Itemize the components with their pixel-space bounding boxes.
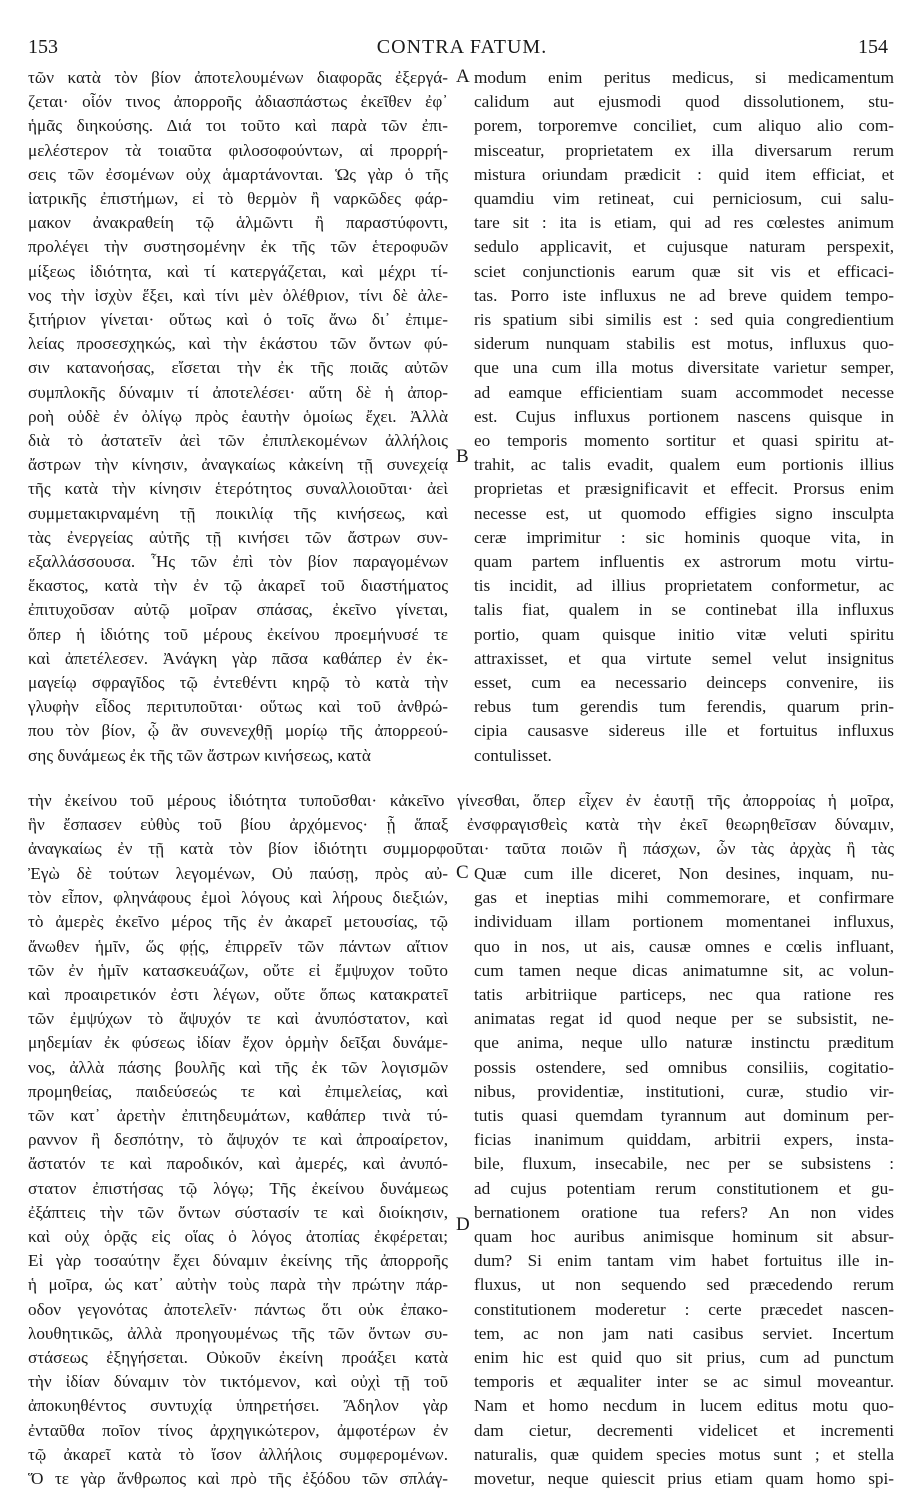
text-line: τῶν ἐμψύχων τὸ ἄψυχόν τε καὶ ἀνυπόστατον, καὶ: [28, 1009, 448, 1029]
text-line: συμπλοκῆς δύναμιν τί ἀποτελέσει· αὕτη δὲ ἡ ἀπορ-: [28, 382, 448, 402]
text-line: que una cum illa motus diversitate varietur semper,: [474, 358, 894, 378]
text-line: tutis quasi quemdam tyrannum aut dominum per-: [474, 1106, 894, 1126]
text-line: ἐνταῦθα ποῖον τίνος ἀρχηγικώτερον, ἀμφοτέρων ἐν: [28, 1420, 448, 1440]
text-line: καὶ οὐχ ὁρᾷς εἰς οἵας ὁ λόγος ἀτοπίας ἐκφέρεται;: [28, 1227, 448, 1247]
text-line: tas. Porro iste influxus ne ad breve quidem tempo-: [474, 285, 894, 305]
text-line: cum tamen neque dicas animatumne sit, ac volun-: [474, 960, 894, 980]
text-line: διὰ τὸ ἀστατεῖν ἀεὶ τῶν ἐπιπλεκομένων ἀλλήλοις: [28, 431, 448, 451]
margin-marker-d: D: [456, 1214, 470, 1235]
text-line: νος τὴν ἰσχὺν ἕξει, καὶ τίνι μὲν ὀλέθριον, τίνι δὲ ἀλε-: [28, 285, 448, 305]
text-line: προλέγει τὴν συστησομένην ἐκ τῆς τῶν ἑτεροφυῶν: [28, 237, 448, 257]
text-line: talis fiat, qualem in se continebat illa influxus: [474, 600, 894, 620]
left-page-number: 153: [28, 36, 58, 58]
text-line: ραννον ἢ δεσπότην, τὸ ἄψυχόν τε καὶ ἀπροαίρετον,: [28, 1130, 448, 1150]
text-line: Ἐγὼ δὲ τούτων λεγομένων, Οὐ παύσῃ, πρὸς αὐ-: [28, 864, 448, 883]
text-line: Ὅ τε γὰρ ἄνθρωπος καὶ πρὸ τῆς ἐξόδου τῶν σπλάγ-: [28, 1469, 448, 1489]
text-line: movetur, neque quiescit prius etiam quam homo spi-: [474, 1469, 894, 1489]
text-line: σιν κατανοήσας, εἴσεται τὴν ἐκ τῆς ποιᾶς αὐτῶν: [28, 358, 448, 378]
latin-column-top: [474, 66, 894, 786]
text-line: quamdiu vim retineat, cui perniciosum, cui salu-: [474, 189, 894, 209]
text-line: γλυφὴν εἶδος περιτυποῦται· οὕτως καὶ τοῦ ἀνθρώ-: [28, 697, 448, 717]
text-line: ἐξάπτεις τὴν τῶν ὄντων σύστασίν τε καὶ διοίκησιν,: [28, 1202, 448, 1222]
text-line: ἄστρων τὴν κίνησιν, ἀναγκαίως κἀκείνη τῇ συνεχείᾳ: [28, 455, 448, 475]
text-line: attraxisset, et qua virtute semel velut insignitus: [474, 648, 894, 668]
text-line: sedulo applicavit, et cujusque naturam perspexit,: [474, 237, 894, 257]
text-line: gas et ineptias mihi commemorare, et confirmare: [474, 888, 894, 908]
text-line: que anima, neque ullo naturæ instinctu præditum: [474, 1033, 894, 1053]
text-line: bile, fluxum, insecabile, nec per se subsistens :: [474, 1154, 894, 1174]
latin-column-bottom: [474, 862, 894, 1502]
text-line: calidum aut ejusmodi quod dissolutionem, stu-: [474, 92, 894, 112]
text-line: ἐπιτυχοῦσαν αὐτῷ μοῖραν σπάσας, ἐκεῖνο γίνεται,: [28, 600, 448, 620]
text-line: καὶ προαιρετικόν ἐστι λέγων, οὔτε ὅπως κατακρατεῖ: [28, 985, 448, 1005]
text-line: porem, torporemve conciliet, cum aliquo alio com-: [474, 116, 894, 136]
text-line: contulisset.: [474, 745, 552, 765]
text-line: λουθητικῶς, ἀλλὰ προηγουμένως τῆς τῶν ὄντων συ-: [28, 1323, 448, 1343]
text-line: σης δυνάμεως ἐκ τῆς τῶν ἄστρων κινήσεως, κατὰ: [28, 745, 371, 765]
text-line: ἡμᾶς διηκούσης. Διά τοι τοῦτο καὶ παρὰ τῶν ἐπι-: [28, 116, 448, 136]
text-line: τῶν κατ᾽ ἀρετὴν ἐπιτηδευμάτων, καθάπερ τινὰ τύ-: [28, 1106, 448, 1126]
text-line: quo in nos, ut ais, causæ omnes e cœlis influant,: [474, 936, 894, 956]
text-line: τὴν ἐκείνου τοῦ μέρους ἰδιότητα τυποῦσθαι· κἀκεῖνο γίνεσθαι, ὅπερ εἶχεν ἐν ἑαυτῇ τῆς ἀπορροίας ἡ μοῖρα,: [28, 791, 894, 810]
text-line: που τὸν βίον, ᾧ ἂν συνενεχθῇ μορίῳ τῆς ἀπορρεού-: [28, 721, 448, 741]
text-line: quam partem influentis ex astrorum motu virtu-: [474, 552, 894, 572]
text-line: τὰς ἐνεργείας αὐτῆς τῇ κινήσει τῶν ἄστρων συν-: [28, 527, 448, 547]
text-line: τῆς κατὰ τὴν κίνησιν ἑτερότητος συναλλοιοῦται· ἀεὶ: [28, 479, 448, 499]
margin-marker-b: B: [456, 446, 469, 467]
greek-column-bottom: [28, 862, 448, 1502]
text-line: ροὴ οὐδὲ ἐν ὀλίγῳ πρὸς ἑαυτὴν ὁμοίως ἔχει. Ἀλλὰ: [28, 406, 448, 426]
text-line: ὅπερ ἡ ἰδιότης τοῦ μέρους ἐκείνου προεμήνυσέ τε: [28, 624, 448, 644]
text-line: naturalis, quæ quidem species motus sunt ; et stella: [474, 1444, 894, 1464]
text-line: στάσεως ἐξηγήσεται. Οὐκοῦν ἐκείνη προάξει κατὰ: [28, 1348, 448, 1368]
text-line: dam cietur, decrementi videlicet et incrementi: [474, 1420, 894, 1440]
text-line: καὶ ἀπετέλεσεν. Ἀνάγκη γὰρ πᾶσα καθάπερ ἐν ἐκ-: [28, 648, 448, 668]
greek-full-width-passage: [28, 789, 894, 859]
text-line: individuam illam portionem momentanei influxus,: [474, 912, 894, 932]
text-line: τὴν ἰδίαν δύναμιν τὸν τικτόμενον, καὶ οὐχὶ τῇ τοῦ: [28, 1372, 448, 1392]
text-line: animatas regat id quod neque per se subsistit, ne-: [474, 1009, 894, 1029]
greek-column-top: [28, 66, 448, 786]
text-line: ἰατρικῆς ἐπιστήμων, εἰ τὸ θερμὸν ἢ ναρκῶδες φάρ-: [28, 189, 448, 209]
text-line: cipia causasve sidereus ille et fortuitus influxus: [474, 721, 894, 741]
text-line: enim hic est quid quo sit prius, cum ad punctum: [474, 1348, 894, 1368]
text-line: Εἰ γὰρ τοσαύτην ἔχει δύναμιν ἐκείνης τῆς ἀπορροῆς: [28, 1251, 448, 1271]
text-line: portio, quam quisque initio vitæ veluti spiritu: [474, 624, 894, 644]
right-page-number: 154: [858, 36, 888, 58]
text-line: προμηθείας, παιδεύσεώς τε καὶ ἐπιμελείας, καὶ: [28, 1081, 448, 1101]
text-line: λείας προσεσχηκώς, καὶ τὴν ἑκάστου τῶν ὄντων φύ-: [28, 334, 448, 354]
text-line: mistura oriundam prædicit : quid item efficiat, et: [474, 164, 894, 184]
text-line: nibus, providentiæ, institutioni, curæ, studio vir-: [474, 1081, 894, 1101]
text-line: quam hoc auribus animisque hominum sit absur-: [474, 1227, 894, 1247]
text-line: esset, cum ea necessario deinceps convenire, iis: [474, 673, 894, 693]
text-line: tare sit : ita is etiam, qui ad res cœlestes animum: [474, 213, 894, 233]
text-line: eo temporis momento sortitur et quasi spiritu at-: [474, 431, 894, 451]
text-line: tatis arbitriique particeps, nec qua ratione res: [474, 985, 894, 1005]
text-line: constitutionem moderetur : certe præcedet nascen-: [474, 1299, 894, 1319]
text-line: dum? Si enim tantam vim habet fortuitus ille in-: [474, 1251, 894, 1271]
text-line: trahit, ac talis evadit, qualem eum portionis illius: [474, 455, 894, 475]
text-line: ad cujus potentiam rerum constitutionem et gu-: [474, 1178, 894, 1198]
text-line: σεις τῶν ἐσομένων οὐχ ἁμαρτάνονται. Ὡς γὰρ ὁ τῆς: [28, 164, 448, 184]
text-line: tis incidit, ad illius proprietatem conformetur, ac: [474, 576, 894, 596]
text-line: τῷ ἀκαρεῖ κατὰ τὸ ἴσον ἀλλήλοις συμφερομένων.: [28, 1444, 448, 1464]
text-line: ἣν ἔσπασεν εὐθὺς τοῦ βίου ἀρχόμενος· ᾗ ἅπαξ ἐνσφραγισθεὶς κατὰ τὴν ἐκεῖ θεωρηθεῖσαν δύναμιν,: [28, 815, 894, 835]
text-line: τῶν ἐν ἡμῖν κατασκευάζων, οὔτε εἰ ἔμψυχον τοῦτο: [28, 960, 448, 980]
text-line: εξαλλάσσουσα. Ἧς τῶν ἐπὶ τὸν βίον παραγομένων: [28, 552, 448, 572]
text-line: necesse est, ut quomodo effigies signo insculpta: [474, 503, 894, 523]
text-line: sciet conjunctionis earum quæ sit vis et efficaci-: [474, 261, 894, 281]
text-line: μελέστερον τὰ τοιαῦτα φιλοσοφούντων, αἱ προρρή-: [28, 140, 448, 160]
text-line: bernationem oratione tua refers? An non vides: [474, 1202, 894, 1222]
text-line: siderum nunquam stabilis est motus, influxus quo-: [474, 334, 894, 354]
text-line: ad eamque efficientiam suam accommodet necesse: [474, 382, 894, 402]
text-line: est. Cujus influxus portionem nascens quisque in: [474, 406, 894, 426]
text-line: στατον ἐπιστήσας τῷ λόγῳ; Τῆς ἐκείνου δυνάμεως: [28, 1178, 448, 1198]
text-line: μαγείῳ σφραγῖδος τῷ ἐντεθέντι κηρῷ τὸ κατὰ τὴν: [28, 673, 448, 693]
text-line: ceræ imprimitur : sic hominis quoque vita, in: [474, 527, 894, 547]
text-line: νος, ἀλλὰ πάσης βουλῆς καὶ τῆς ἐκ τῶν λογισμῶν: [28, 1057, 448, 1077]
text-line: ξιτήριον γίνεται· οὕτως καὶ ὁ τοῖς ἄνω δι᾽ ἐπιμε-: [28, 310, 448, 330]
text-line: fluxus, ut non sequendo sed præcedendo rerum: [474, 1275, 894, 1295]
text-line: ἀναγκαίως ἐν τῇ κατὰ τὸν βίον ἰδιότητι συμμορφοῦται· ταῦτα ποιῶν ἢ πάσχων, ὧν τὰς ἀρχὰς ἢ τὰς: [28, 839, 894, 859]
margin-marker-a: A: [456, 66, 470, 87]
text-line: μηδεμίαν ἐκ φύσεως ἰδίαν ἔχον ὁρμὴν δεῖξαι δυνάμε-: [28, 1033, 448, 1053]
text-line: ἡ μοῖρα, ὡς κατ᾽ αὐτὴν τοὺς παρὰ τὴν πρώτην πάρ-: [28, 1275, 448, 1295]
text-line: ζεται· οἷόν τινος ἀπορροῆς ἀδιασπάστως ἐκεῖθεν ἐφ᾽: [28, 92, 448, 112]
text-line: ἄνωθεν ἡμῖν, ὥς φῄς, ἐπιρρεῖν τῶν πάντων αἴτιον: [28, 936, 448, 956]
text-line: Quæ cum ille diceret, Non desines, inquam, nu-: [474, 864, 894, 883]
text-line: ficias inanimum quiddam, arbitrii expers, insta-: [474, 1130, 894, 1150]
text-line: ἀποκυηθέντος συντυχίᾳ ὑπηρετήσει. Ἄδηλον γὰρ: [28, 1396, 448, 1416]
text-line: Nam et homo necdum in lucem editus motu quo-: [474, 1396, 894, 1416]
text-line: μίξεως ἰδιότητα, καὶ τί κατεργάζεται, καὶ μέχρι τί-: [28, 261, 448, 281]
text-line: μακον ἀνακραθείη τῷ ἁλμῶντι ἢ παραστύφοντι,: [28, 213, 448, 233]
text-line: οδον γεγονότας ἀποτελεῖν· πάντως ὅτι οὐκ ἐπακο-: [28, 1299, 448, 1319]
text-line: tem, ac non jam nati casibus serviet. Incertum: [474, 1323, 894, 1343]
running-title: CONTRA FATUM.: [376, 36, 548, 58]
text-line: ris spatium sibi similis est : sed quia congredientium: [474, 310, 894, 330]
text-line: ἕκαστος, κατὰ τὴν ἐν τῷ ἀκαρεῖ τοῦ διαστήματος: [28, 576, 448, 596]
margin-marker-c: C: [456, 862, 469, 883]
text-line: misceatur, proprietatem ex illa diversarum rerum: [474, 140, 894, 160]
text-line: possis ostendere, sed omnibus consiliis, cogitatio-: [474, 1057, 894, 1077]
text-line: τὸν εἶπον, φληνάφους ἐμοὶ λόγους καὶ λήρους διεξιών,: [28, 888, 448, 908]
text-line: ἄστατόν τε καὶ παροδικόν, καὶ ἀμερές, καὶ ἀνυπό-: [28, 1154, 448, 1174]
text-line: τὸ ἀμερὲς ἐκεῖνο μέρος τῆς ἐν ἀκαρεῖ μετουσίας, τῷ: [28, 912, 448, 932]
text-line: συμμετακιρναμένη τῇ ποικιλίᾳ τῆς κινήσεως, καὶ: [28, 503, 448, 523]
text-line: τῶν κατὰ τὸν βίον ἀποτελουμένων διαφορᾶς ἐξεργά-: [28, 68, 448, 87]
text-line: proprietas et præsignificavit et effecit. Prorsus enim: [474, 479, 894, 499]
text-line: modum enim peritus medicus, si medicamentum: [474, 68, 894, 87]
text-line: rebus tum gerendis tum ferendis, quarum prin-: [474, 697, 894, 717]
text-line: temporis et æqualiter inter se ac simul moveantur.: [474, 1372, 894, 1392]
